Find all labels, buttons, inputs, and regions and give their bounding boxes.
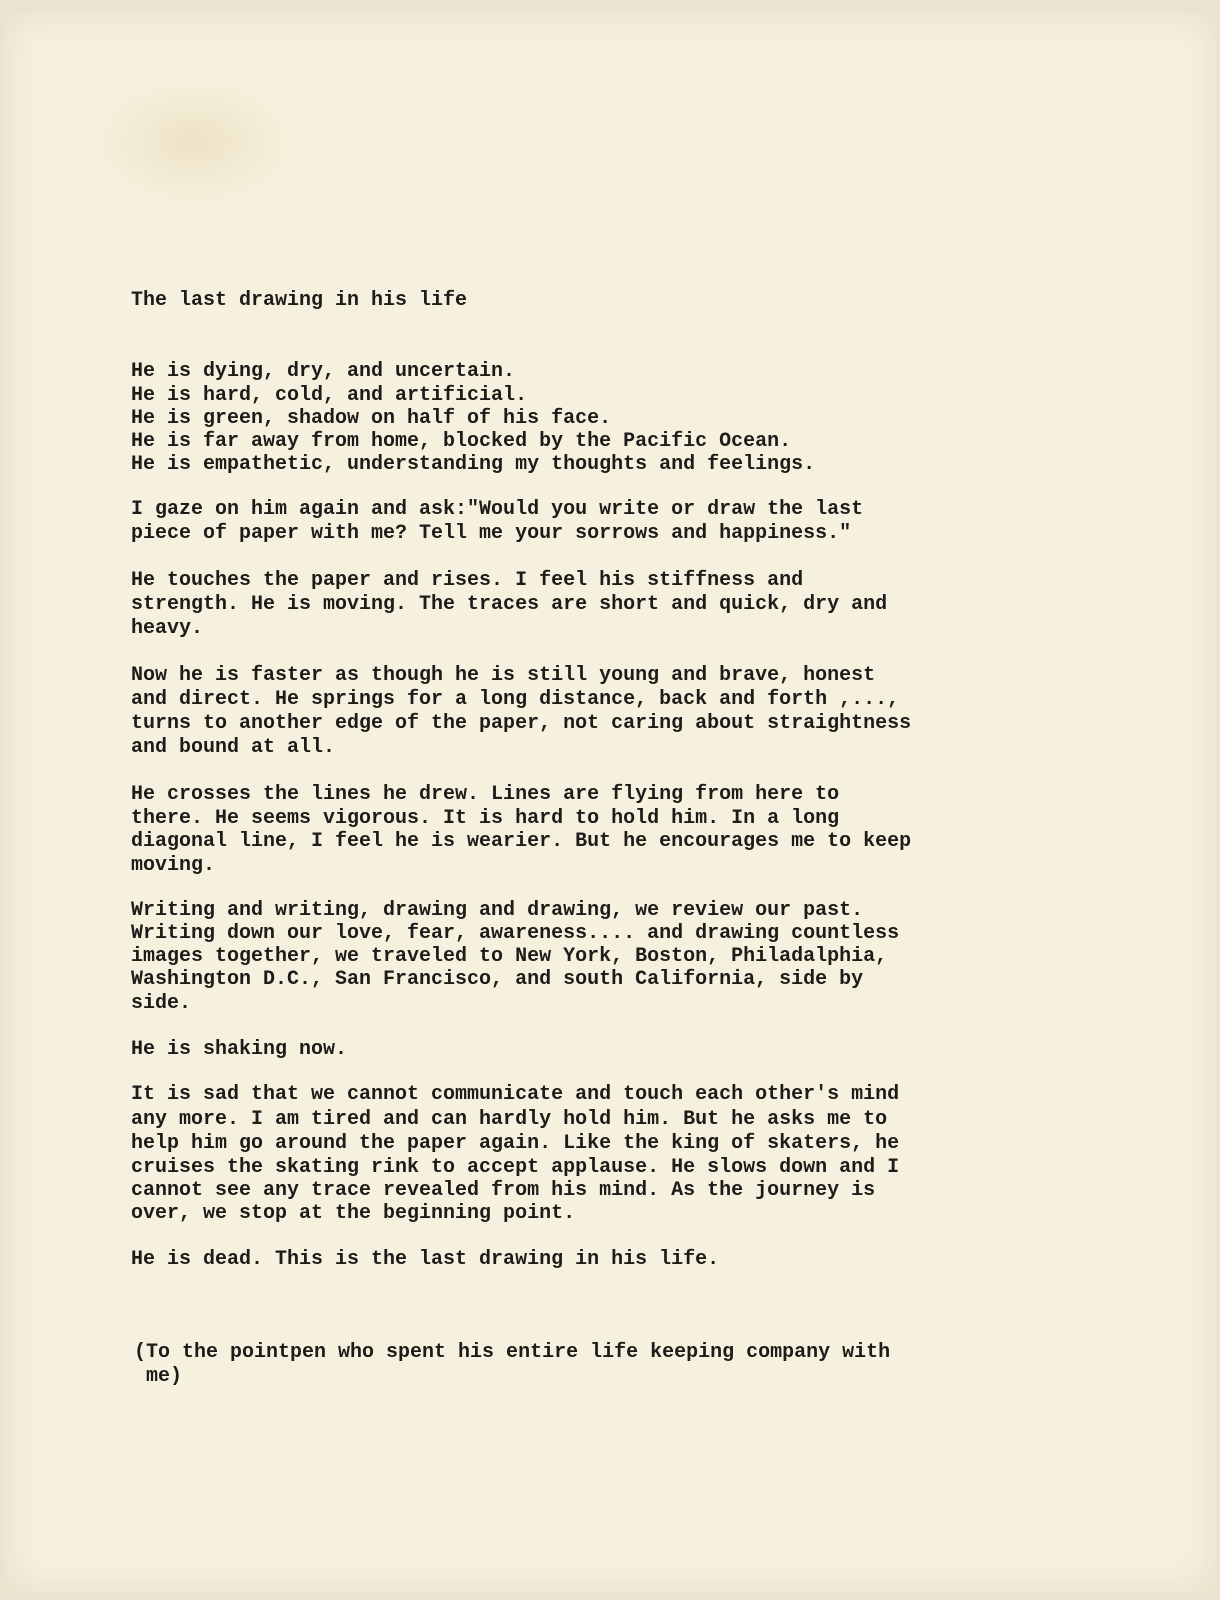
text-line: He is green, shadow on half of his face. bbox=[131, 407, 612, 430]
text-line: any more. I am tired and can hardly hold him. But he asks me to bbox=[131, 1108, 888, 1131]
text-line: Writing and writing, drawing and drawing, we review our past. bbox=[131, 899, 864, 922]
text-line: strength. He is moving. The traces are short and quick, dry and bbox=[131, 593, 888, 616]
text-line: cruises the skating rink to accept applause. He slows down and I bbox=[131, 1156, 900, 1179]
text-line: He touches the paper and rises. I feel his stiffness and bbox=[131, 569, 804, 592]
paper-stain bbox=[84, 72, 304, 212]
text-line: turns to another edge of the paper, not caring about straightness bbox=[131, 712, 912, 735]
text-line: diagonal line, I feel he is wearier. But he encourages me to keep bbox=[131, 830, 912, 853]
text-line: there. He seems vigorous. It is hard to hold him. In a long bbox=[131, 807, 840, 830]
dedication-line: (To the pointpen who spent his entire life keeping company with bbox=[134, 1341, 891, 1364]
text-line: and bound at all. bbox=[131, 736, 336, 759]
text-line: He crosses the lines he drew. Lines are flying from here to bbox=[131, 783, 840, 806]
text-line: He is empathetic, understanding my thoughts and feelings. bbox=[131, 453, 816, 476]
document-title: The last drawing in his life bbox=[131, 289, 468, 312]
dedication-line: me) bbox=[134, 1365, 183, 1388]
text-line: I gaze on him again and ask:"Would you write or draw the last bbox=[131, 498, 864, 521]
text-line: and direct. He springs for a long distance, back and forth ,..., bbox=[131, 688, 900, 711]
text-line: He is shaking now. bbox=[131, 1038, 348, 1061]
text-line: side. bbox=[131, 992, 192, 1015]
text-line: He is far away from home, blocked by the Pacific Ocean. bbox=[131, 430, 792, 453]
text-line: He is hard, cold, and artificial. bbox=[131, 384, 528, 407]
text-line: over, we stop at the beginning point. bbox=[131, 1202, 576, 1225]
text-line: It is sad that we cannot communicate and touch each other's mind bbox=[131, 1083, 900, 1106]
text-line: images together, we traveled to New York, Boston, Philadalphia, bbox=[131, 945, 888, 968]
text-line: moving. bbox=[131, 854, 216, 877]
text-line: Now he is faster as though he is still young and brave, honest bbox=[131, 664, 876, 687]
text-line: Washington D.C., San Francisco, and south California, side by bbox=[131, 968, 864, 991]
text-line: cannot see any trace revealed from his mind. As the journey is bbox=[131, 1179, 876, 1202]
text-line: heavy. bbox=[131, 617, 204, 640]
text-line: He is dying, dry, and uncertain. bbox=[131, 360, 516, 383]
text-line: help him go around the paper again. Like the king of skaters, he bbox=[131, 1132, 900, 1155]
text-line: piece of paper with me? Tell me your sorrows and happiness." bbox=[131, 522, 852, 545]
text-line: Writing down our love, fear, awareness.... and drawing countless bbox=[131, 922, 900, 945]
text-line: He is dead. This is the last drawing in his life. bbox=[131, 1248, 720, 1271]
